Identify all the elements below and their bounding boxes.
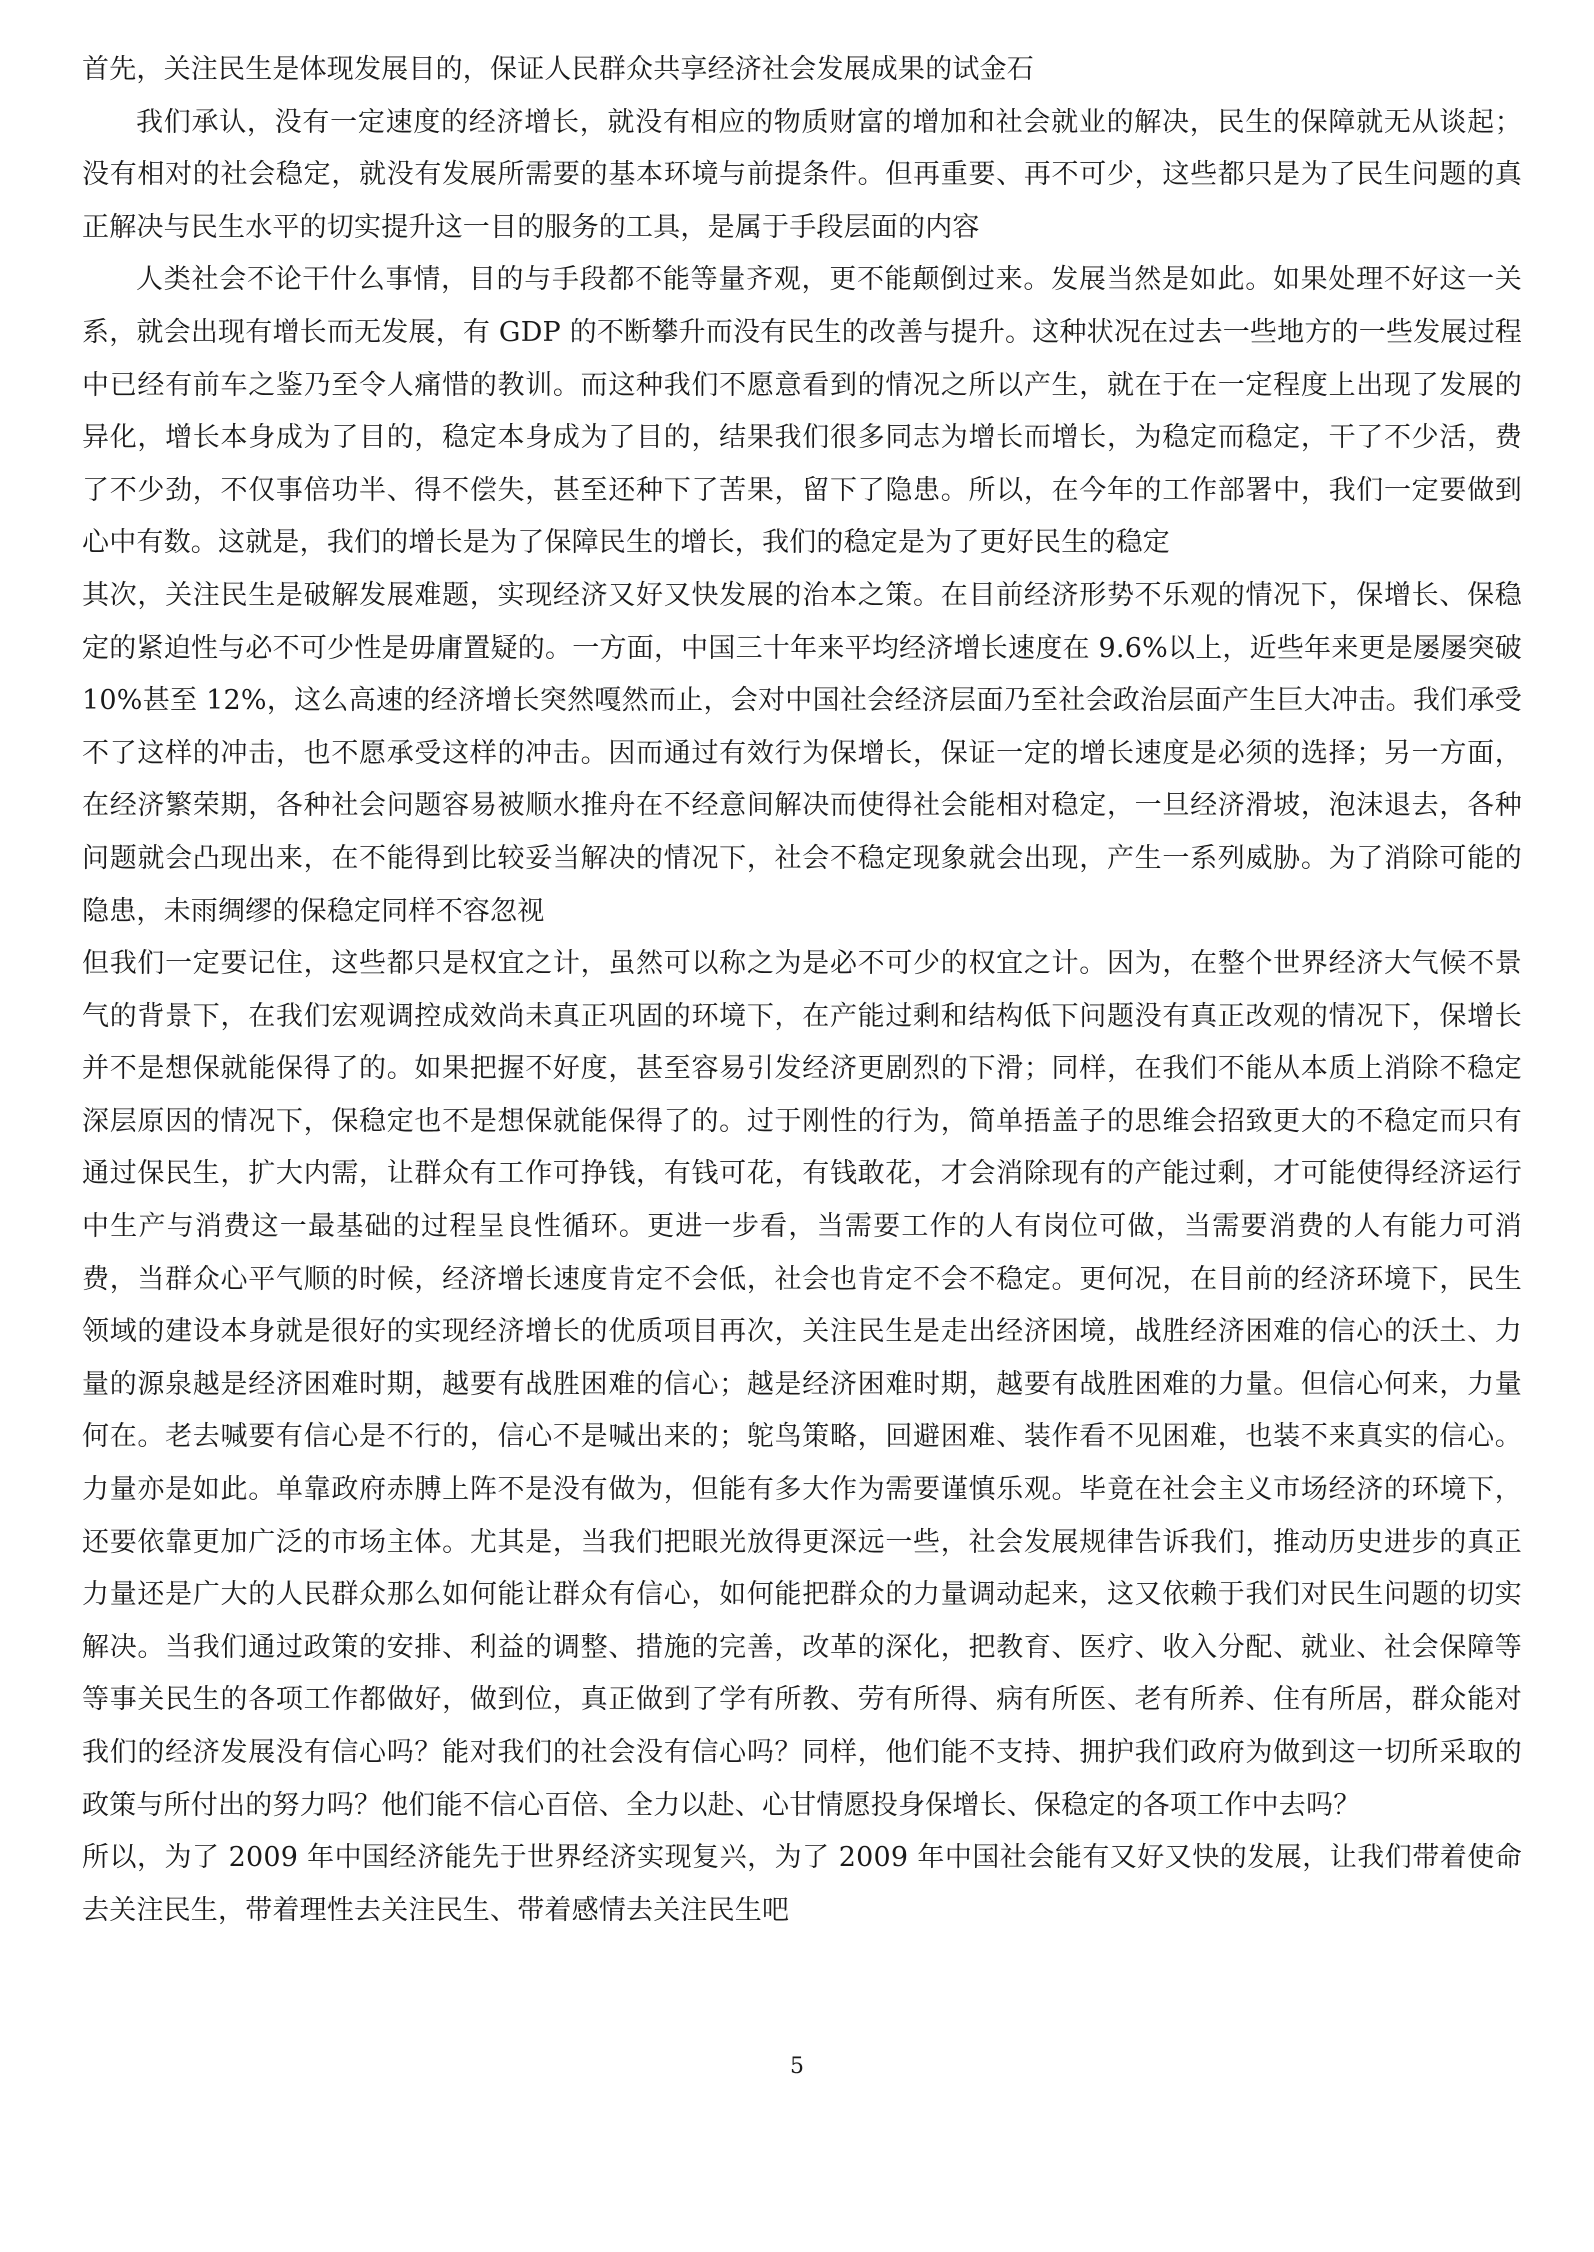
page-number: 5 [790, 2054, 804, 2079]
paragraph-3: 人类社会不论干什么事情，目的与手段都不能等量齐观，更不能颠倒过来。发展当然是如此。如果处理不好这一关系，就会出现有增长而无发展，有 GDP 的不断攀升而没有民生的改善与提升。这种状况在过去一些地方的一些发展过程中已经有前车之鉴乃至令人痛惜的教训。而这种我们不愿意看到的情况之所以产生，就在于在一定程度上出现了发展的异化，增长本身成为了目的，稳定本身成为了目的，结果我们很多同志为增长而增长，为稳定而稳定，干了不少活，费了不少劲，不仅事倍功半、得不偿失，甚至还种下了苦果，留下了隐患。所以，在今年的工作部署中，我们一定要做到心中有数。这就是，我们的增长是为了保障民生的增长，我们的稳定是为了更好民生的稳定 [82, 264, 1522, 559]
paragraph-1: 首先，关注民生是体现发展目的，保证人民群众共享经济社会发展成果的试金石 [82, 54, 1034, 85]
paragraph-6: 所以，为了 2009 年中国经济能先于世界经济实现复兴，为了 2009 年中国社会能有又好又快的发展，让我们带着使命去关注民生，带着理性去关注民生、带着感情去关注民生吧 [82, 1842, 1522, 1926]
paragraph-2: 我们承认，没有一定速度的经济增长，就没有相应的物质财富的增加和社会就业的解决，民生的保障就无从谈起；没有相对的社会稳定，就没有发展所需要的基本环境与前提条件。但再重要、再不可少，这些都只是为了民生问题的真正解决与民生水平的切实提升这一目的服务的工具，是属于手段层面的内容 [82, 106, 1522, 243]
paragraph-5: 但我们一定要记住，这些都只是权宜之计，虽然可以称之为是必不可少的权宜之计。因为，在整个世界经济大气候不景气的背景下，在我们宏观调控成效尚未真正巩固的环境下，在产能过剩和结构低下问题没有真正改观的情况下，保增长并不是想保就能保得了的。如果把握不好度，甚至容易引发经济更剧烈的下滑；同样，在我们不能从本质上消除不稳定深层原因的情况下，保稳定也不是想保就能保得了的。过于刚性的行为，简单捂盖子的思维会招致更大的不稳定而只有通过保民生，扩大内需，让群众有工作可挣钱，有钱可花，有钱敢花，才会消除现有的产能过剩，才可能使得经济运行中生产与消费这一最基础的过程呈良性循环。更进一步看，当需要工作的人有岗位可做，当需要消费的人有能力可消费，当群众心平气顺的时候，经济增长速度肯定不会低，社会也肯定不会不稳定。更何况，在目前的经济环境下，民生领域的建设本身就是很好的实现经济增长的优质项目再次，关注民生是走出经济困境，战胜经济困难的信心的沃土、力量的源泉越是经济困难时期，越要有战胜困难的信心；越是经济困难时期，越要有战胜困难的力量。但信心何来，力量何在。老去喊要有信心是不行的，信心不是喊出来的；鸵鸟策略，回避困难、装作看不见困难，也装不来真实的信心。力量亦是如此。单靠政府赤膊上阵不是没有做为，但能有多大作为需要谨慎乐观。毕竟在社会主义市场经济的环境下，还要依靠更加广泛的市场主体。尤其是，当我们把眼光放得更深远一些，社会发展规律告诉我们，推动历史进步的真正力量还是广大的人民群众那么如何能让群众有信心，如何能把群众的力量调动起来，这又依赖于我们对民生问题的切实解决。当我们通过政策的安排、利益的调整、措施的完善，改革的深化，把教育、医疗、收入分配、就业、社会保障等等事关民生的各项工作都做好，做到位，真正做到了学有所教、劳有所得、病有所医、老有所养、住有所居，群众能对我们的经济发展没有信心吗？能对我们的社会没有信心吗？同样，他们能不支持、拥护我们政府为做到这一切所采取的政策与所付出的努力吗？他们能不信心百倍、全力以赴、心甘情愿投身保增长、保稳定的各项工作中去吗？ [82, 948, 1522, 1821]
paragraph-4: 其次，关注民生是破解发展难题，实现经济又好又快发展的治本之策。在目前经济形势不乐观的情况下，保增长、保稳定的紧迫性与必不可少性是毋庸置疑的。一方面，中国三十年来平均经济增长速度在 9.6%以上，近些年来更是屡屡突破 10%甚至 12%，这么高速的经济增长突然嘎然而止，会对中国社会经济层面乃至社会政治层面产生巨大冲击。我们承受不了这样的冲击，也不愿承受这样的冲击。因而通过有效行为保增长，保证一定的增长速度是必须的选择；另一方面，在经济繁荣期，各种社会问题容易被顺水推舟在不经意间解决而使得社会能相对稳定，一旦经济滑坡，泡沫退去，各种问题就会凸现出来，在不能得到比较妥当解决的情况下，社会不稳定现象就会出现，产生一系列威胁。为了消除可能的隐患，未雨绸缪的保稳定同样不容忽视 [82, 579, 1522, 927]
document-body [82, 44, 1522, 1937]
